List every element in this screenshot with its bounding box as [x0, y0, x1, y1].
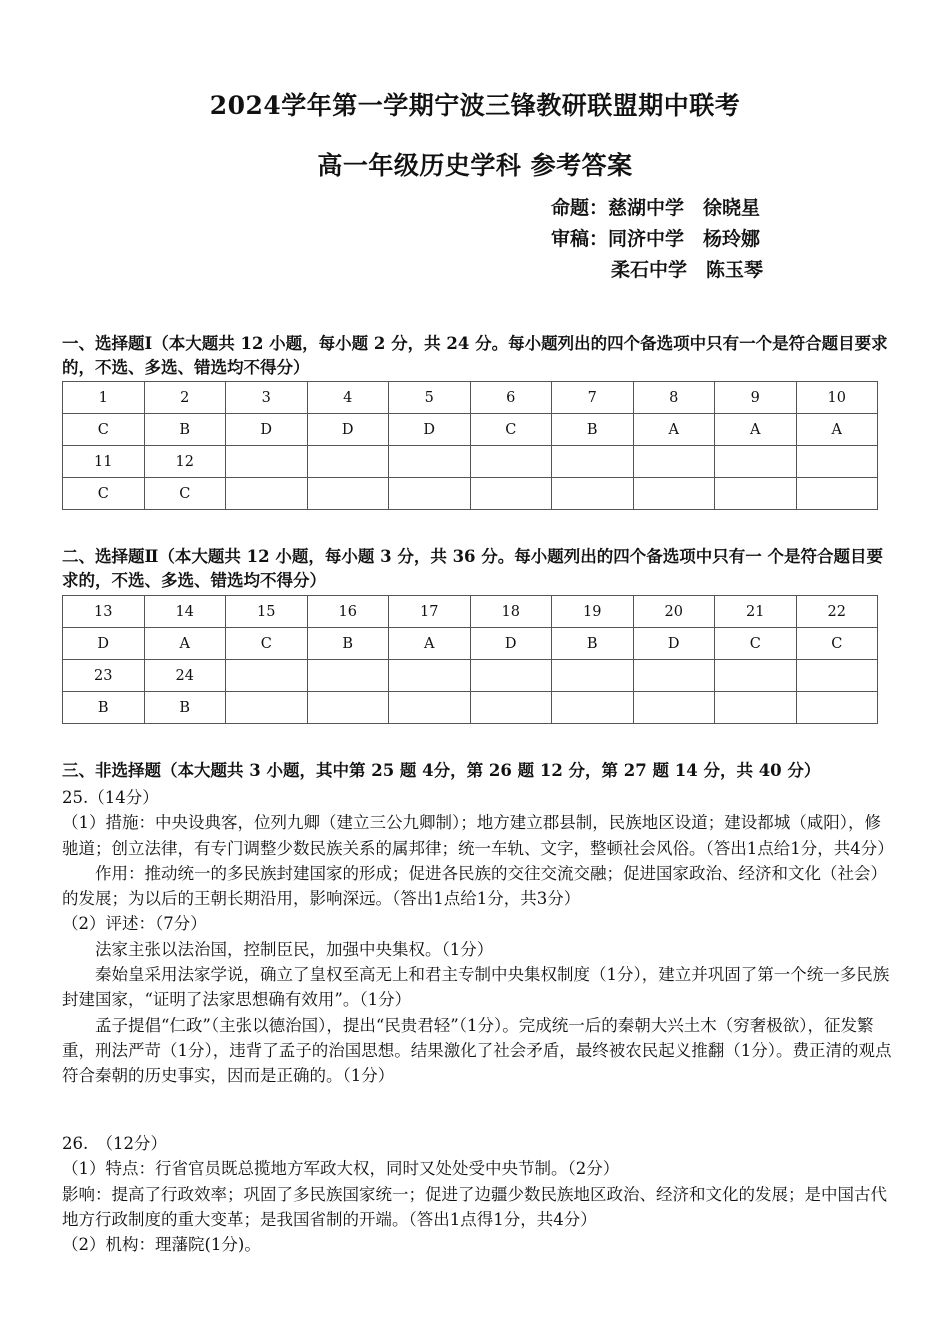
question-number-cell: 16	[307, 596, 389, 628]
answer-table-row	[63, 382, 878, 414]
question-number-cell	[633, 446, 715, 478]
answer-cell: B	[307, 628, 389, 660]
question-number-cell: 23	[63, 660, 145, 692]
question-number-cell	[470, 446, 552, 478]
question-number-cell: 8	[633, 382, 715, 414]
question-number-cell: 9	[715, 382, 797, 414]
q25-label: 25.（14分）	[62, 788, 159, 807]
question-number-cell	[389, 446, 471, 478]
answer-cell: C	[796, 628, 878, 660]
answer-cell: A	[389, 628, 471, 660]
q25-part2-label: （2）评述：（7分）	[62, 914, 207, 934]
answer-cell	[715, 692, 797, 724]
question-number-cell: 11	[63, 446, 145, 478]
answer-cell	[226, 692, 308, 724]
question-number-cell: 1	[63, 382, 145, 414]
question-number-cell: 17	[389, 596, 471, 628]
question-number-cell: 18	[470, 596, 552, 628]
answer-cell: B	[552, 628, 634, 660]
answer-cell: D	[63, 628, 145, 660]
answer-cell	[796, 692, 878, 724]
question-number-cell	[633, 660, 715, 692]
q26-part1-features: （1）特点：行省官员既总揽地方军政大权，同时又处处受中央节制。（2分）	[62, 1159, 620, 1179]
answer-table-row	[63, 660, 878, 692]
question-number-cell: 21	[715, 596, 797, 628]
q25-part1-effects: 作用：推动统一的多民族封建国家的形成；促进各民族的交往交流交融；促进国家政治、经济和文化（社会）的发展；为以后的王朝长期沿用，影响深远。（答出1点给1分，共3分）	[62, 863, 887, 909]
answer-cell: D	[389, 414, 471, 446]
q25-part2-point2: 秦始皇采用法家学说，确立了皇权至高无上和君主专制中央集权制度（1分），建立并巩固了第一个统一多民族封建国家，“证明了法家思想确有效用”。（1分）	[62, 965, 890, 1010]
section2-heading: 二、选择题Ⅱ（本大题共 12 小题，每小题 3 分，共 36 分。每小题列出的四个备选项中只有一 个是符合题目要求的，不选、多选、错选均不得分）	[62, 547, 884, 590]
question-number-cell	[470, 660, 552, 692]
question-number-cell: 6	[470, 382, 552, 414]
question-25-block	[62, 785, 892, 1089]
question-number-cell: 20	[633, 596, 715, 628]
answer-cell: D	[633, 628, 715, 660]
answer-cell: A	[144, 628, 226, 660]
question-number-cell	[307, 660, 389, 692]
q26-label: 26. （12分）	[62, 1134, 167, 1153]
question-number-cell: 3	[226, 382, 308, 414]
answer-cell: D	[226, 414, 308, 446]
question-number-cell	[307, 446, 389, 478]
answer-cell: A	[633, 414, 715, 446]
answer-cell	[715, 478, 797, 510]
answer-table-row	[63, 414, 878, 446]
answer-cell	[307, 692, 389, 724]
answer-cell: B	[63, 692, 145, 724]
answer-cell: C	[63, 414, 145, 446]
question-number-cell: 4	[307, 382, 389, 414]
answer-table-row	[63, 478, 878, 510]
answer-cell	[307, 478, 389, 510]
q25-part2-point3: 孟子提倡“仁政”（主张以德治国），提出“民贵君轻”（1分）。完成统一后的秦朝大兴土木（穷奢极欲），征发繁重，刑法严苛（1分），违背了孟子的治国思想。结果激化了社会矛盾，最终被农民起义推翻（1分）。费正清的观点符合秦朝的历史事实，因而是正确的。（1分）	[62, 1015, 892, 1086]
answer-cell: C	[63, 478, 145, 510]
q26-part1-impact: 影响：提高了行政效率；巩固了多民族国家统一；促进了边疆少数民族地区政治、经济和文化的发展；是中国古代地方行政制度的重大变革；是我国省制的开端。（答出1点得1分，共4分）	[62, 1184, 887, 1229]
answer-cell	[633, 478, 715, 510]
answer-table-row	[63, 446, 878, 478]
author-line-setter: 命题：慈湖中学 徐晓星	[551, 197, 761, 219]
question-number-cell	[715, 660, 797, 692]
author-line-reviewer: 审稿：同济中学 杨玲娜	[551, 228, 761, 250]
answer-cell: B	[144, 692, 226, 724]
question-number-cell: 12	[144, 446, 226, 478]
section3-heading: 三、非选择题（本大题共 3 小题，其中第 25 题 4分，第 26 题 12 分，第 27 题 14 分，共 40 分）	[62, 761, 821, 780]
answer-cell	[796, 478, 878, 510]
answer-cell	[633, 692, 715, 724]
answer-cell	[470, 478, 552, 510]
answer-cell	[226, 478, 308, 510]
answer-cell	[552, 478, 634, 510]
question-number-cell: 24	[144, 660, 226, 692]
answer-cell: D	[307, 414, 389, 446]
answer-cell: C	[715, 628, 797, 660]
answer-cell	[552, 692, 634, 724]
question-number-cell	[796, 660, 878, 692]
question-number-cell	[226, 660, 308, 692]
question-number-cell	[796, 446, 878, 478]
question-number-cell: 13	[63, 596, 145, 628]
question-number-cell	[552, 660, 634, 692]
question-number-cell: 5	[389, 382, 471, 414]
answer-cell	[389, 478, 471, 510]
answer-table-row	[63, 596, 878, 628]
answer-table-row	[63, 692, 878, 724]
answer-cell: C	[470, 414, 552, 446]
question-number-cell: 7	[552, 382, 634, 414]
q25-part2-point1: 法家主张以法治国，控制臣民，加强中央集权。（1分）	[95, 939, 494, 959]
question-number-cell: 10	[796, 382, 878, 414]
answer-cell: C	[144, 478, 226, 510]
question-number-cell: 14	[144, 596, 226, 628]
question-number-cell: 2	[144, 382, 226, 414]
question-number-cell: 22	[796, 596, 878, 628]
q25-part1-measures: （1）措施：中央设典客，位列九卿（建立三公九卿制）；地方建立郡县制，民族地区设道；建设都城（咸阳），修驰道；创立法律，有专门调整少数民族关系的属邦律；统一车轨、文字，整顿社会风俗。（答出1点给1分，共4分）	[62, 813, 894, 858]
exam-title: 2024学年第一学期宁波三锋教研联盟期中联考	[209, 91, 741, 120]
answer-table-row	[63, 628, 878, 660]
exam-subtitle: 高一年级历史学科 参考答案	[317, 151, 633, 180]
section1-answer-table	[62, 381, 878, 510]
author-line-reviewer-2: 柔石中学 陈玉琴	[611, 259, 764, 281]
question-number-cell	[389, 660, 471, 692]
question-number-cell	[552, 446, 634, 478]
question-number-cell	[226, 446, 308, 478]
question-number-cell: 15	[226, 596, 308, 628]
question-number-cell: 19	[552, 596, 634, 628]
answer-cell: A	[796, 414, 878, 446]
section2-answer-table	[62, 595, 878, 724]
answer-cell	[470, 692, 552, 724]
q26-part2-institution: （2）机构：理藩院(1分)。	[62, 1235, 261, 1255]
answer-cell	[389, 692, 471, 724]
answer-cell: B	[552, 414, 634, 446]
question-26-block	[62, 1131, 892, 1257]
question-number-cell	[715, 446, 797, 478]
section1-heading: 一、选择题Ⅰ（本大题共 12 小题，每小题 2 分，共 24 分。每小题列出的四个备选项中只有一个是符合题目要求的，不选、多选、错选均不得分）	[62, 334, 888, 377]
answer-cell: D	[470, 628, 552, 660]
answer-cell: B	[144, 414, 226, 446]
answer-cell: C	[226, 628, 308, 660]
answer-cell: A	[715, 414, 797, 446]
